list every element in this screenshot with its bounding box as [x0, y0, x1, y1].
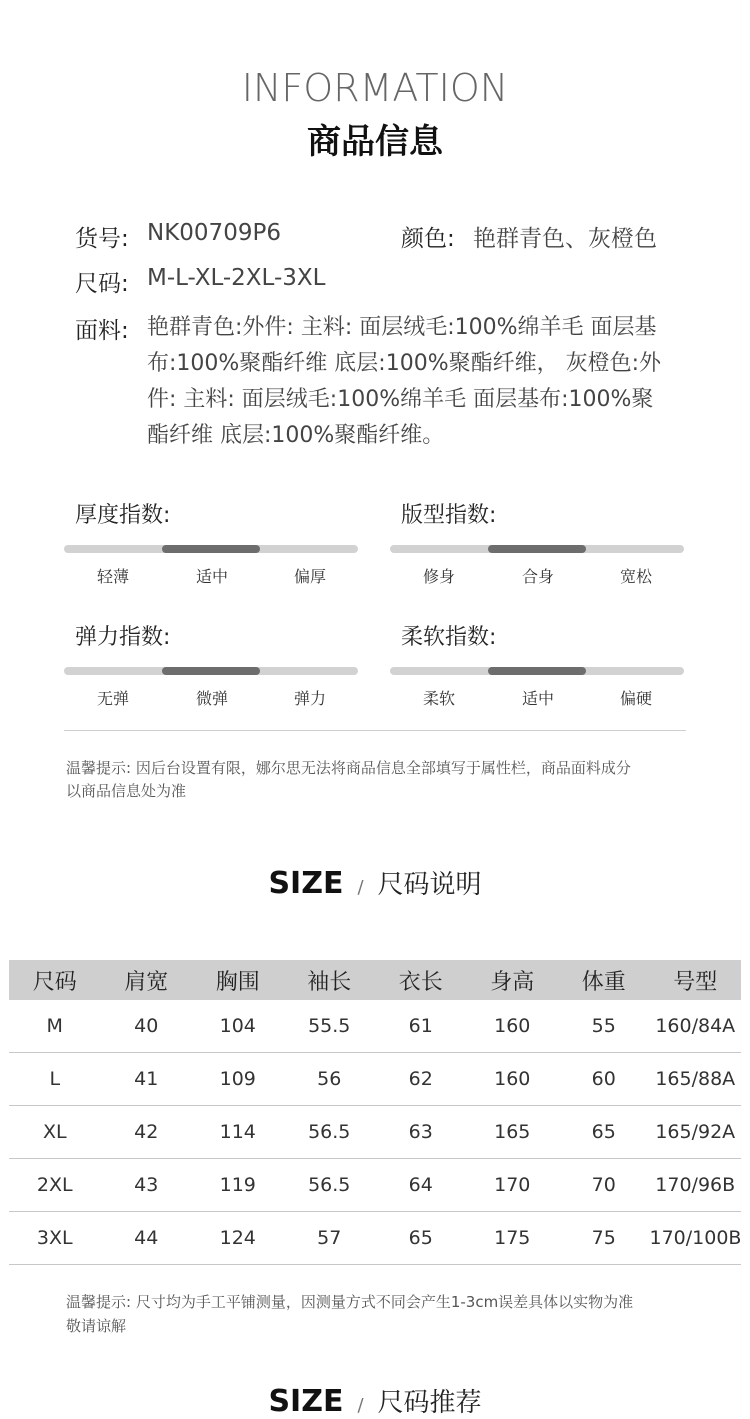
color-value: 艳群青色、灰橙色: [473, 226, 657, 252]
table-cell: 55: [558, 1000, 650, 1053]
size-heading-slash: /: [357, 1395, 364, 1416]
col-header: 体重: [558, 960, 650, 1000]
table-cell: 60: [558, 1053, 650, 1106]
size-label: 尺码:: [75, 271, 129, 297]
table-cell: L: [9, 1053, 101, 1106]
table-cell: 160: [467, 1000, 559, 1053]
index-option: 合身: [521, 567, 554, 586]
table-cell: 165/92A: [650, 1106, 742, 1159]
table-cell: 119: [192, 1159, 284, 1212]
size-note-line2: 敬请谅解: [66, 1317, 127, 1335]
index-bar: [64, 667, 358, 675]
item-no-label: 货号:: [75, 226, 129, 252]
table-cell: 56.5: [284, 1106, 376, 1159]
index-title: 厚度指数:: [75, 503, 171, 528]
index-bar-fill: [488, 545, 586, 553]
col-header: 身高: [467, 960, 559, 1000]
index-option: 适中: [195, 567, 228, 586]
table-cell: 55.5: [284, 1000, 376, 1053]
index-bar: [390, 545, 684, 553]
table-cell: 160: [467, 1053, 559, 1106]
size-heading-en: SIZE: [268, 1384, 344, 1419]
index-option: 弹力: [293, 689, 326, 708]
table-cell: 40: [101, 1000, 193, 1053]
info-note-line2: 以商品信息处为准: [66, 782, 187, 800]
table-row: [9, 1212, 741, 1265]
table-cell: 62: [375, 1053, 467, 1106]
table-cell: 75: [558, 1212, 650, 1265]
table-cell: 2XL: [9, 1159, 101, 1212]
table-cell: 160/84A: [650, 1000, 742, 1053]
table-cell: 56: [284, 1053, 376, 1106]
table-cell: 42: [101, 1106, 193, 1159]
table-cell: 165/88A: [650, 1053, 742, 1106]
table-cell: 41: [101, 1053, 193, 1106]
col-header: 衣长: [375, 960, 467, 1000]
table-cell: 3XL: [9, 1212, 101, 1265]
index-option: 修身: [422, 567, 455, 586]
size-heading-slash: /: [357, 877, 364, 898]
size-value: M-L-XL-2XL-3XL: [147, 265, 326, 291]
index-title: 版型指数:: [401, 503, 497, 528]
index-option: 偏硬: [619, 689, 652, 708]
table-cell: 65: [558, 1106, 650, 1159]
size-recommend-heading: [0, 1382, 750, 1419]
table-cell: 109: [192, 1053, 284, 1106]
size-note-line1: 温馨提示: 尺寸均为手工平铺测量，因测量方式不同会产生1-3cm误差具体以实物为准: [66, 1293, 634, 1311]
col-header: 胸围: [192, 960, 284, 1000]
size-section-heading: [0, 864, 750, 901]
section-title-cn: 商品信息: [307, 122, 443, 162]
table-cell: 63: [375, 1106, 467, 1159]
table-cell: 65: [375, 1212, 467, 1265]
index-option: 宽松: [619, 567, 652, 586]
size-heading-cn: 尺码推荐: [377, 1388, 482, 1418]
fabric-value: 艳群青色:外件: 主料: 面层绒毛:100%绵羊毛 面层基布:100%聚酯纤维 底层:100%聚酯纤维， 灰橙色:外件: 主料: 面层绒毛:100%绵羊毛 面层基布:100%聚酯纤维 底层:100%聚酯纤维。: [147, 315, 662, 448]
index-title: 弹力指数:: [75, 625, 171, 650]
size-table: [9, 960, 741, 1265]
index-bar-fill: [162, 667, 260, 675]
table-cell: 114: [192, 1106, 284, 1159]
table-cell: 124: [192, 1212, 284, 1265]
table-cell: 170/100B: [650, 1212, 742, 1265]
index-option: 无弹: [96, 689, 129, 708]
col-header: 号型: [650, 960, 742, 1000]
table-cell: 56.5: [284, 1159, 376, 1212]
table-cell: 170/96B: [650, 1159, 742, 1212]
table-cell: 170: [467, 1159, 559, 1212]
table-row: [9, 1159, 741, 1212]
index-option: 微弹: [195, 689, 228, 708]
size-heading-en: SIZE: [268, 866, 344, 901]
table-cell: 44: [101, 1212, 193, 1265]
fabric-label: 面料:: [75, 318, 129, 344]
info-note-line1: 温馨提示: 因后台设置有限，娜尔思无法将商品信息全部填写于属性栏，商品面料成分: [66, 759, 631, 777]
table-cell: M: [9, 1000, 101, 1053]
table-cell: 57: [284, 1212, 376, 1265]
table-cell: 61: [375, 1000, 467, 1053]
index-bar-fill: [488, 667, 586, 675]
table-cell: XL: [9, 1106, 101, 1159]
table-cell: 43: [101, 1159, 193, 1212]
table-cell: 70: [558, 1159, 650, 1212]
table-header-row: [9, 960, 741, 1000]
table-row: [9, 1053, 741, 1106]
table-row: [9, 1106, 741, 1159]
table-cell: 64: [375, 1159, 467, 1212]
table-cell: 175: [467, 1212, 559, 1265]
col-header: 袖长: [284, 960, 376, 1000]
item-no-value: NK00709P6: [147, 220, 281, 246]
table-cell: 165: [467, 1106, 559, 1159]
col-header: 尺码: [9, 960, 101, 1000]
section-title-en: INFORMATION: [241, 66, 509, 110]
divider: [64, 730, 686, 731]
table-row: [9, 1000, 741, 1053]
index-bar: [390, 667, 684, 675]
index-option: 柔软: [422, 689, 455, 708]
col-header: 肩宽: [101, 960, 193, 1000]
table-cell: 104: [192, 1000, 284, 1053]
index-option: 轻薄: [96, 567, 129, 586]
size-heading-cn: 尺码说明: [377, 870, 482, 900]
index-bar: [64, 545, 358, 553]
index-title: 柔软指数:: [401, 625, 497, 650]
index-option: 偏厚: [293, 567, 326, 586]
color-label: 颜色:: [401, 226, 455, 252]
index-option: 适中: [521, 689, 554, 708]
index-bar-fill: [162, 545, 260, 553]
